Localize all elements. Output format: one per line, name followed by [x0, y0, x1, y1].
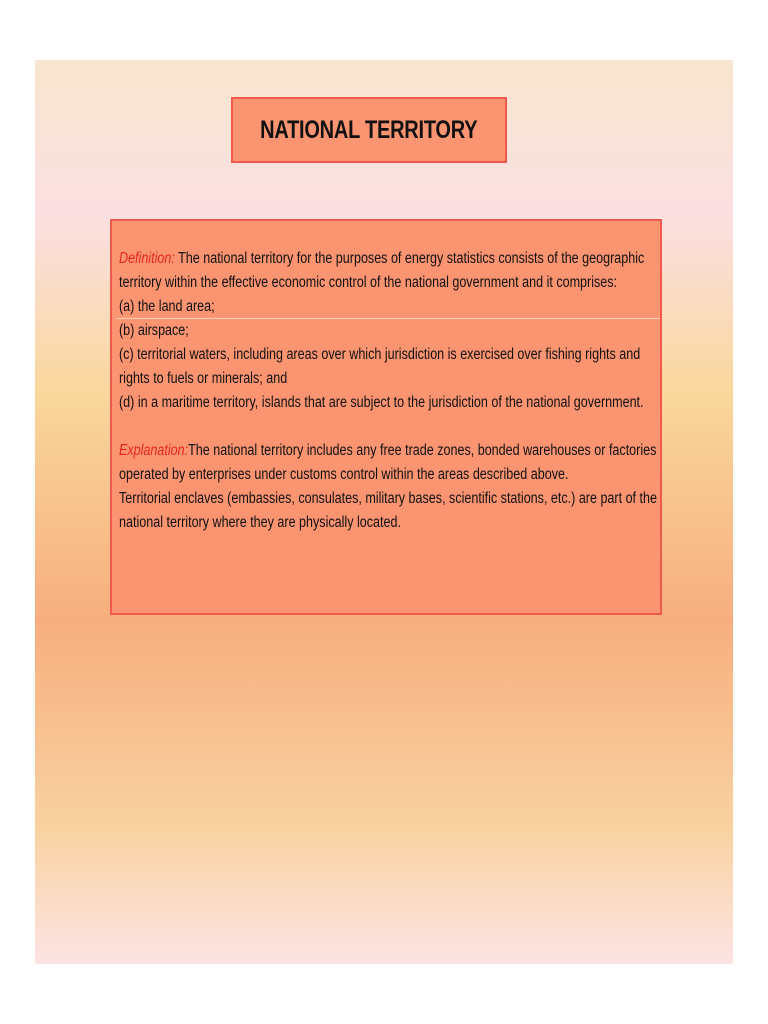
slide: [35, 60, 733, 964]
definition-item-d: (d) in a maritime territory, islands that are subject to the jurisdiction of the national government.: [119, 394, 644, 411]
explanation-line-1: Explanation:The national territory includes any free trade zones, bonded warehouses or factories: [119, 442, 657, 459]
definition-label: Definition:: [119, 250, 175, 267]
paragraph-gap: [119, 415, 654, 439]
explanation-line-2: operated by enterprises under customs control within the areas described above.: [119, 466, 569, 483]
content-text: [119, 247, 657, 535]
definition-item-c-cont: rights to fuels or minerals; and: [119, 370, 288, 387]
definition-item-c: (c) territorial waters, including areas over which jurisdiction is exercised over fishing rights and: [119, 346, 641, 363]
definition-line-1: Definition: The national territory for the purposes of energy statistics consists of the geographic: [119, 250, 645, 267]
definition-line-2: territory within the effective economic control of the national government and it comprises:: [119, 274, 618, 291]
definition-item-b: (b) airspace;: [119, 322, 189, 339]
explanation-label: Explanation:: [119, 442, 189, 459]
slide-title: NATIONAL TERRITORY: [260, 115, 478, 144]
title-box: [231, 97, 507, 163]
explanation-line-4: national territory where they are physically located.: [119, 514, 401, 531]
explanation-line-3: Territorial enclaves (embassies, consulates, military bases, scientific stations, etc.) are part of the: [119, 490, 657, 507]
content-box: [110, 219, 662, 615]
definition-item-a: (a) the land area;: [119, 298, 215, 315]
